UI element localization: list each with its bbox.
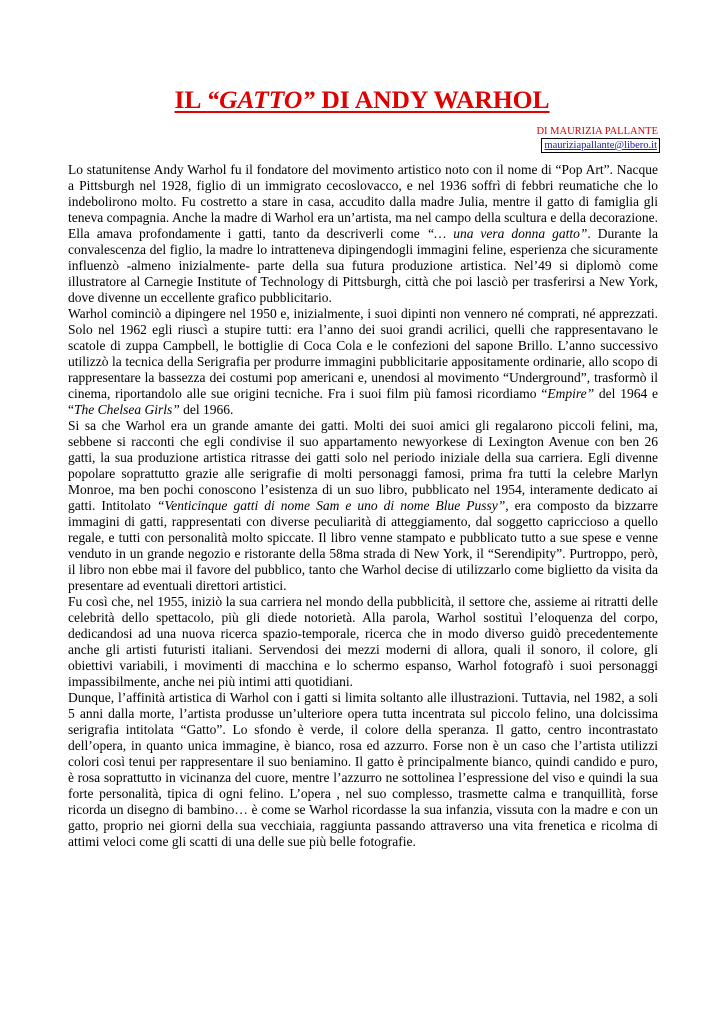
page-title <box>0 84 724 116</box>
paragraph <box>68 306 658 418</box>
title-prefix: IL <box>174 85 207 114</box>
book-title: “Venticinque gatti di nome Sam e uno di nome Blue Pussy” <box>156 498 506 513</box>
author-byline: DI MAURIZIA PALLANTE <box>536 126 658 137</box>
paragraph-text: Si sa che Warhol era un grande amante dei gatti. Molti dei suoi amici gli regalarono piccoli felini, ma, sebbene si racconti che egli condivise il suo appartamento newyorkese di Lexington Avenue con ben 26 gatti, la sua produzione artistica ritrasse dei gatti solo nel periodo iniziale della sua carriera. Egli divenne popolare soprattutto grazie alle serigrafie di molti personaggi famosi, prima fra tutti la celebre Marlyn Monroe, ma ben pochi conoscono l’esistenza di un suo libro, pubblicato nel 1954, interamente dedicato ai gatti. Intitolato <box>68 418 658 513</box>
film-title: Empire” <box>547 386 595 401</box>
paragraph <box>68 690 658 850</box>
paragraph <box>68 162 658 306</box>
film-title: The Chelsea Girls” <box>74 402 180 417</box>
paragraph-text: del 1964 e “ <box>68 386 658 417</box>
paragraph-text: , era composto da bizzarre immagini di gatti, rappresentati con diverse peculiarità di atteggiamento, dal soggetto capriccioso a quello regale, e tutti con personalità molto spiccate. Il libro venne stampato e pubblicato tutto a sue spese e venne venduto in un grande negozio e ristorante della 58ma strada di New York, il “Serendipity”. Purtroppo, però, il libro non ebbe mai il favore del pubblico, tanto che Warhol decise di utilizzarlo come biglietto da visita da presentare ad eventuali direttori artistici. <box>68 498 658 593</box>
email-link[interactable]: mauriziapallante@libero.it <box>541 138 660 153</box>
article-body <box>68 162 658 850</box>
title-suffix: DI ANDY WARHOL <box>315 85 550 114</box>
paragraph-text: . Durante la convalescenza del figlio, la madre lo intratteneva dipingendogli immagini feline, esperienza che sicuramente influenzò -almeno inizialmente- parte della sua futura produzione artistica. Nel’49 si diplomò come illustratore al Carnegie Institute of Technology di Pittsburgh, città che poi lasciò per trasferirsi a New York, dove divenne un eccellente grafico pubblicitario. <box>68 226 659 305</box>
title-italic: “GATTO” <box>206 85 316 114</box>
paragraph <box>68 418 658 594</box>
paragraph-text: Fu così che, nel 1955, iniziò la sua carriera nel mondo della pubblicità, il settore che, assieme ai ritratti delle celebrità dello spettacolo, più gli diede notorietà. Alla parola, Warhol sostituì l’eloquenza del corpo, dedicandosi ad una nuova ricerca spazio-temporale, ricerca che in modo diverso guidò precedentemente anche gli artisti futuristi italiani. Servendosi dei mezzi moderni di allora, quali il sonoro, il colore, gli obiettivi variabili, i movimenti di macchina e lo schermo espanso, Warhol fotografò i suoi personaggi impassibilmente, anche nei più intimi atti quotidiani. <box>68 594 658 689</box>
paragraph-text: Dunque, l’affinità artistica di Warhol con i gatti si limita soltanto alle illustrazioni. Tuttavia, nel 1982, a soli 5 anni dalla morte, l’artista produsse un’ulteriore opera tutta incentrata sul piccolo felino, una dolcissima serigrafia intitolata “Gatto”. Lo sfondo è verde, il colore della speranza. Il gatto, centro incontrastato dell’opera, in quanto unica immagine, è bianco, rosa ed azzurro. Forse non è un caso che l’artista utilizzi colori così tenui per rappresentare il suo beniamino. Il gatto è principalmente bianco, quindi candido e puro, è rosa soprattutto in vicinanza del cuore, mentre l’azzurro ne sottolinea l’espressione del viso e quindi la sua forte personalità, tipica di ogni felino. L’opera , nel suo complesso, trasmette calma e tranquillità, forse ricorda un disegno di bambino… è come se Warhol ricordasse la sua infanzia, vissuta con la madre e con un gatto, proprio nei giorni della sua vecchiaia, raggiunta passando attraverso una vita frenetica e ricolma di attimi veloci come gli scatti di una delle sue più belle fotografie. <box>68 690 658 849</box>
paragraph-text: Lo statunitense Andy Warhol fu il fondatore del movimento artistico noto con il nome di “Pop Art”. Nacque a Pittsburgh nel 1928, figlio di un immigrato cecoslovacco, e nel 1936 soffrì di febbri reumatiche che lo indebolirono molto. Fu costretto a stare in casa, accudito dalla madre Julia, mentre il gatto di famiglia gli teneva compagnia. Anche la madre di Warhol era un’artista, ma nel campo della scultura e della decorazione. Ella amava profondamente i gatti, tanto da descriverli come <box>68 162 658 241</box>
paragraph-text: del 1966. <box>179 402 234 417</box>
paragraph-quote: “… una vera donna gatto” <box>426 226 588 241</box>
paragraph <box>68 594 658 690</box>
paragraph-text: Warhol cominciò a dipingere nel 1950 e, inizialmente, i suoi dipinti non vennero né comprati, né apprezzati. Solo nel 1962 egli riuscì a stupire tutti: era l’anno dei suoi grandi acrilici, quelli che rappresentavano le scatole di zuppa Campbell, le bottiglie di Coca Cola e le confezioni del sapone Brillo. L’anno successivo utilizzò la tecnica della Serigrafia per produrre immagini pubblicitarie appositamente ordinarie, allo scopo di rappresentare la bassezza dei costumi pop americani e, unendosi al movimento “Underground”, trasformò il cinema, riportandolo alle sue origini tecniche. Fra i suoi film più famosi ricordiamo “ <box>68 306 658 401</box>
